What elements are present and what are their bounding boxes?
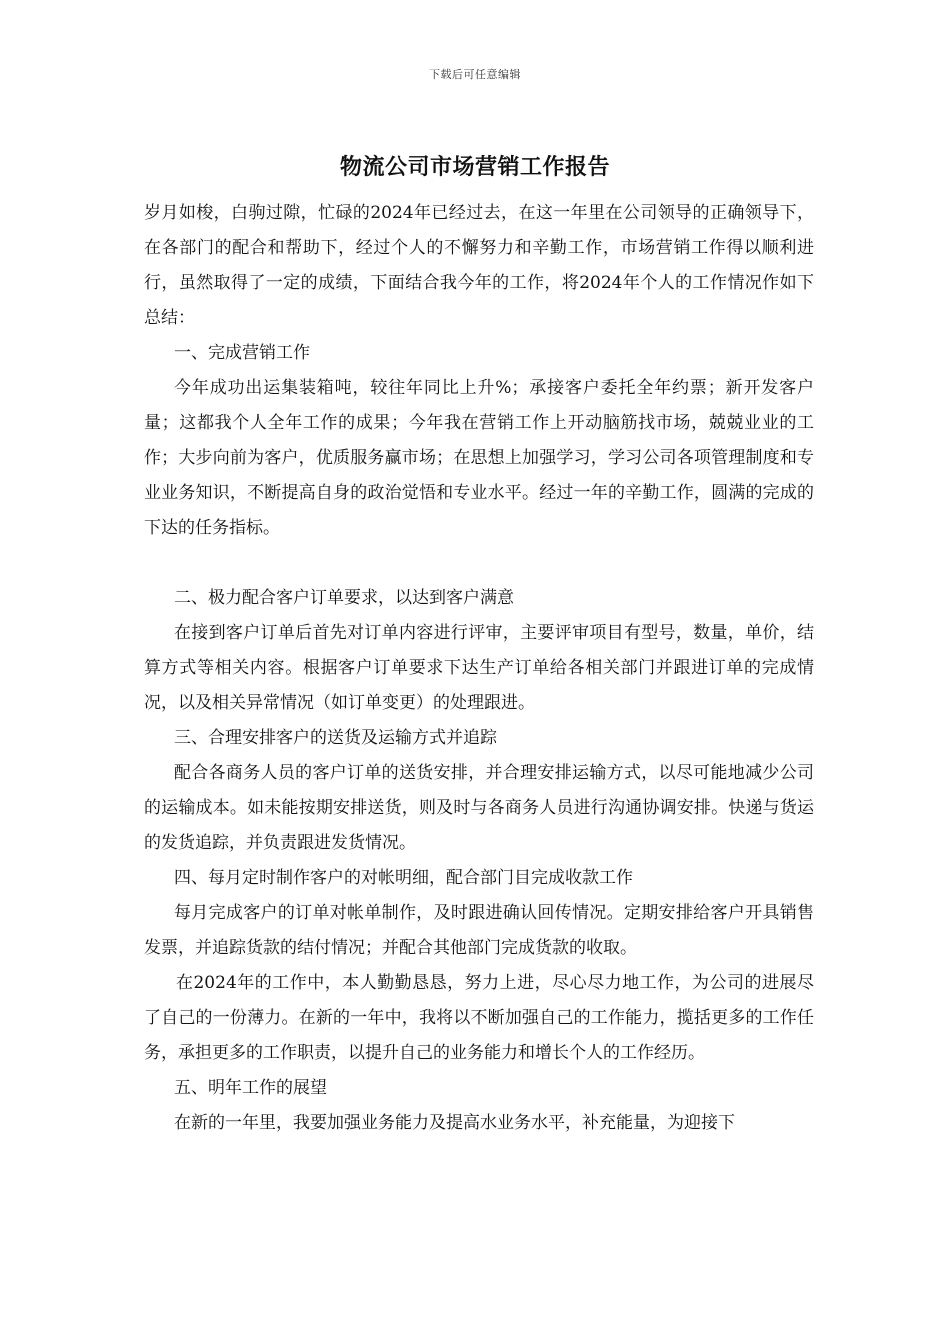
section-heading-2: 二、极力配合客户订单要求，以达到客户满意 bbox=[174, 588, 514, 608]
section-heading-1: 一、完成营销工作 bbox=[174, 343, 310, 363]
section-heading-3: 三、合理安排客户的送货及运输方式并追踪 bbox=[174, 728, 497, 748]
section-3-paragraph: 配合各商务人员的客户订单的送货安排，并合理安排运输方式，以尽可能地减少公司的运输成本。如未能按期安排送货，则及时与各商务人员进行沟通协调安排。快递与货运的发货追踪，并负责跟进发货情况。 bbox=[144, 763, 814, 853]
section-heading-5: 五、明年工作的展望 bbox=[174, 1078, 327, 1098]
header-note: 下载后可任意编辑 bbox=[429, 68, 521, 81]
section-4-paragraph: 每月完成客户的订单对帐单制作，及时跟进确认回传情况。定期安排给客户开具销售发票，并追踪货款的结付情况；并配合其他部门完成货款的收取。 bbox=[144, 903, 814, 958]
blank-line bbox=[144, 546, 814, 581]
page-title: 物流公司市场营销工作报告 bbox=[339, 154, 610, 180]
section-5-paragraph: 在新的一年里，我要加强业务能力及提高水业务水平，补充能量，为迎接下 bbox=[174, 1113, 735, 1133]
document-body bbox=[144, 196, 814, 1141]
section-1-paragraph: 今年成功出运集装箱吨，较往年同比上升%；承接客户委托全年约票；新开发客户量；这都我个人全年工作的成果；今年我在营销工作上开动脑筋找市场，兢兢业业的工作；大步向前为客户，优质服务赢市场；在思想上加强学习，学习公司各项管理制度和专业业务知识，不断提高自身的政治觉悟和专业水平。经过一年的辛勤工作，圆满的完成的下达的任务指标。 bbox=[144, 378, 814, 538]
section-heading-4: 四、每月定时制作客户的对帐明细，配合部门目完成收款工作 bbox=[174, 868, 633, 888]
intro-paragraph: 岁月如梭，白驹过隙，忙碌的2024年已经过去，在这一年里在公司领导的正确领导下，在各部门的配合和帮助下，经过个人的不懈努力和辛勤工作，市场营销工作得以顺利进行，虽然取得了一定的成绩，下面结合我今年的工作，将2024年个人的工作情况作如下总结： bbox=[144, 203, 814, 328]
summary-paragraph: 在2024年的工作中，本人勤勤恳恳，努力上进，尽心尽力地工作，为公司的进展尽了自己的一份薄力。在新的一年中，我将以不断加强自己的工作能力，揽括更多的工作任务，承担更多的工作职责，以提升自己的业务能力和增长个人的工作经历。 bbox=[144, 973, 814, 1063]
section-2-paragraph: 在接到客户订单后首先对订单内容进行评审，主要评审项目有型号，数量，单价，结算方式等相关内容。根据客户订单要求下达生产订单给各相关部门并跟进订单的完成情况，以及相关异常情况（如订单变更）的处理跟进。 bbox=[144, 623, 814, 713]
